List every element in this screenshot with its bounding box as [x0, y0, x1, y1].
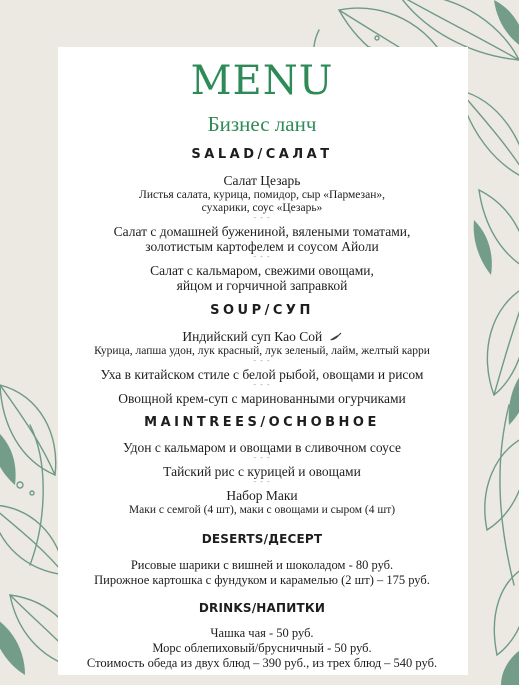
dessert-line: Пирожное картошка с фундуком и карамелью (2 шт) – 175 руб.	[94, 573, 430, 587]
lunch-price-line: Стоимость обеда из двух блюд – 390 руб., из трех блюд – 540 руб.	[86, 656, 438, 670]
menu-item-title: Удон с кальмаром и овощами в сливочном соусе	[122, 440, 402, 455]
drink-line: Морс облепиховый/брусничный - 50 руб.	[152, 641, 372, 655]
section-heading-salad: SALAD/САЛАТ	[191, 147, 333, 162]
item-separator: - - -	[253, 253, 271, 261]
menu-item-description: сухарики, соус «Цезарь»	[201, 202, 323, 214]
menu-item-title: Набор Маки	[226, 488, 298, 503]
menu-item-title: яйцом и горчичной заправкой	[176, 278, 348, 293]
chili-pepper-icon	[328, 332, 342, 342]
menu-item-title: Овощной крем-суп с маринованными огурчиками	[118, 391, 406, 406]
menu-item-description: Маки с семгой (4 шт), маки с овощами и сыром (4 шт)	[128, 504, 396, 516]
item-separator: - - -	[253, 478, 271, 486]
menu-subtitle: Бизнес ланч	[207, 112, 317, 136]
menu-item-title: Салат с домашней бужениной, вялеными томатами,	[113, 224, 411, 239]
dessert-line: Рисовые шарики с вишней и шоколадом - 80 руб.	[130, 558, 394, 572]
menu-item-description: Курица, лапша удон, лук красный, лук зеленый, лайм, желтый карри	[94, 345, 430, 357]
menu-item-title: Салат с кальмаром, свежими овощами,	[150, 263, 374, 278]
drink-line: Чашка чая - 50 руб.	[210, 626, 314, 640]
section-heading-deserts: DESERTS/ДЕСЕРТ	[201, 532, 323, 546]
item-separator: - - -	[253, 454, 271, 462]
menu-item-title: золотистым картофелем и соусом Айоли	[145, 239, 379, 254]
item-separator: - - -	[253, 381, 271, 389]
menu-item-title: Салат Цезарь	[223, 173, 301, 188]
section-heading-drinks: DRINKS/НАПИТКИ	[198, 601, 326, 615]
menu-item-title: Уха в китайском стиле с белой рыбой, овощами и рисом	[100, 367, 424, 382]
item-separator: - - -	[253, 214, 271, 222]
menu-title: MENU	[190, 58, 334, 104]
menu-item-name: Индийский суп Као Сой	[182, 329, 323, 344]
item-separator: - - -	[253, 357, 271, 365]
menu-item-title	[40, 329, 484, 344]
menu-item-description: Листья салата, курица, помидор, сыр «Пармезан»,	[139, 189, 385, 201]
menu-item-title: Тайский рис с курицей и овощами	[163, 464, 361, 479]
menu-content	[40, 47, 484, 671]
section-heading-main: MAINTREES/ОСНОВНОЕ	[144, 415, 380, 430]
section-heading-soup: SOUP/СУП	[210, 303, 314, 318]
